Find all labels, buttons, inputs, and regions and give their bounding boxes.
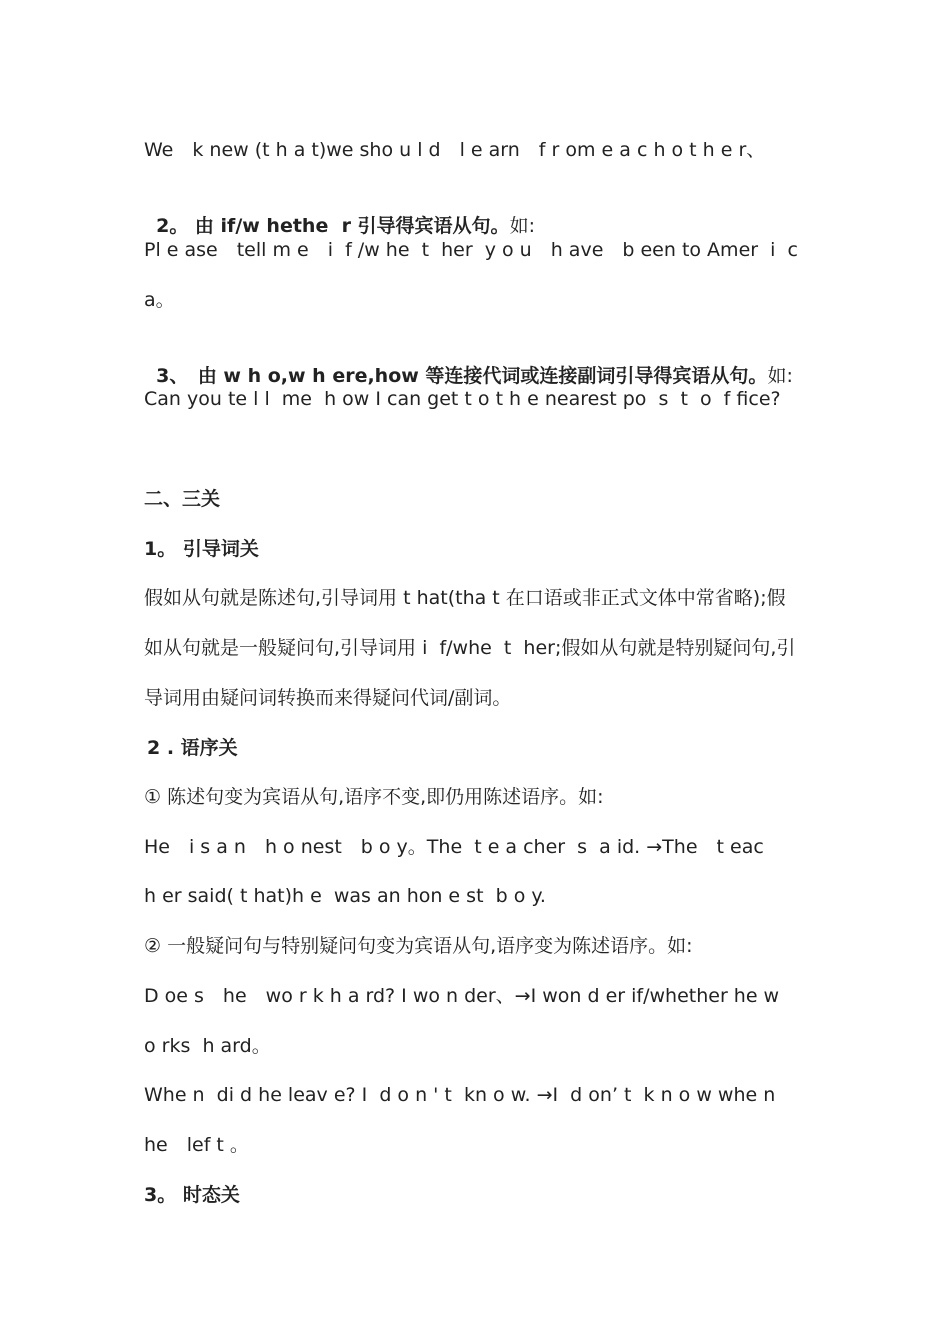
rule-statement-word-order: ① 陈述句变为宾语从句,语序不变,即仍用陈述语序。如: bbox=[144, 786, 604, 808]
example-when-left-part2: he lef t 。 bbox=[144, 1134, 249, 1156]
example-sentence-post-office: Can you te l l me h ow I can get t o t h e nearest po s t o f fice? bbox=[144, 388, 781, 410]
heading-who-where-how-clause bbox=[144, 337, 824, 389]
example-when-left-part1: Whe n di d he leav e? I d o n ' t kn o w. →I d on’ t k n o w whe n bbox=[144, 1084, 776, 1106]
example-sentence-learn-from-each-other: We k new (t h a t)we sho u l d l e arn f r om e a c h o t h e r、 bbox=[144, 139, 766, 161]
subheading-word-order: 2 . 语序关 bbox=[147, 737, 238, 759]
subheading-tense: 3。 时态关 bbox=[144, 1184, 240, 1206]
paragraph-introducer-line2: 如从句就是一般疑问句,引导词用 i f/whe t her;假如从句就是特别疑问句,引 bbox=[144, 637, 796, 659]
example-honest-boy-part1: He i s a n h o nest b o y。The t e a cher s a id. →The t eac bbox=[144, 836, 764, 858]
example-works-hard-part2: o rks h ard。 bbox=[144, 1035, 271, 1057]
heading-suffix: 如: bbox=[767, 365, 793, 387]
paragraph-introducer-line1: 假如从句就是陈述句,引导词用 t hat(tha t 在口语或非正式文体中常省略);假 bbox=[144, 587, 786, 609]
heading-if-whether-clause bbox=[144, 187, 824, 239]
heading-text: 3、 由 w h o,w h ere,how 等连接代词或连接副词引导得宾语从句。 bbox=[156, 365, 768, 387]
example-sentence-america-part1: Pl e ase tell m e i f /w he t her y o u h ave b een to Amer i c bbox=[144, 239, 798, 261]
heading-suffix: 如: bbox=[509, 215, 535, 237]
example-works-hard-part1: D oe s he wo r k h a rd? I wo n der、→I won d er if/whether he w bbox=[144, 985, 780, 1007]
heading-text: 2。 由 if/w hethe r 引导得宾语从句。 bbox=[156, 215, 510, 237]
subheading-introducer: 1。 引导词关 bbox=[144, 538, 259, 560]
section-title-three-points: 二、三关 bbox=[144, 488, 221, 510]
paragraph-introducer-line3: 导词用由疑问词转换而来得疑问代词/副词。 bbox=[144, 687, 512, 709]
example-sentence-america-part2: a。 bbox=[144, 289, 175, 311]
rule-question-word-order: ② 一般疑问句与特别疑问句变为宾语从句,语序变为陈述语序。如: bbox=[144, 935, 693, 957]
example-honest-boy-part2: h er said( t hat)h e was an hon e st b o y. bbox=[144, 885, 546, 907]
